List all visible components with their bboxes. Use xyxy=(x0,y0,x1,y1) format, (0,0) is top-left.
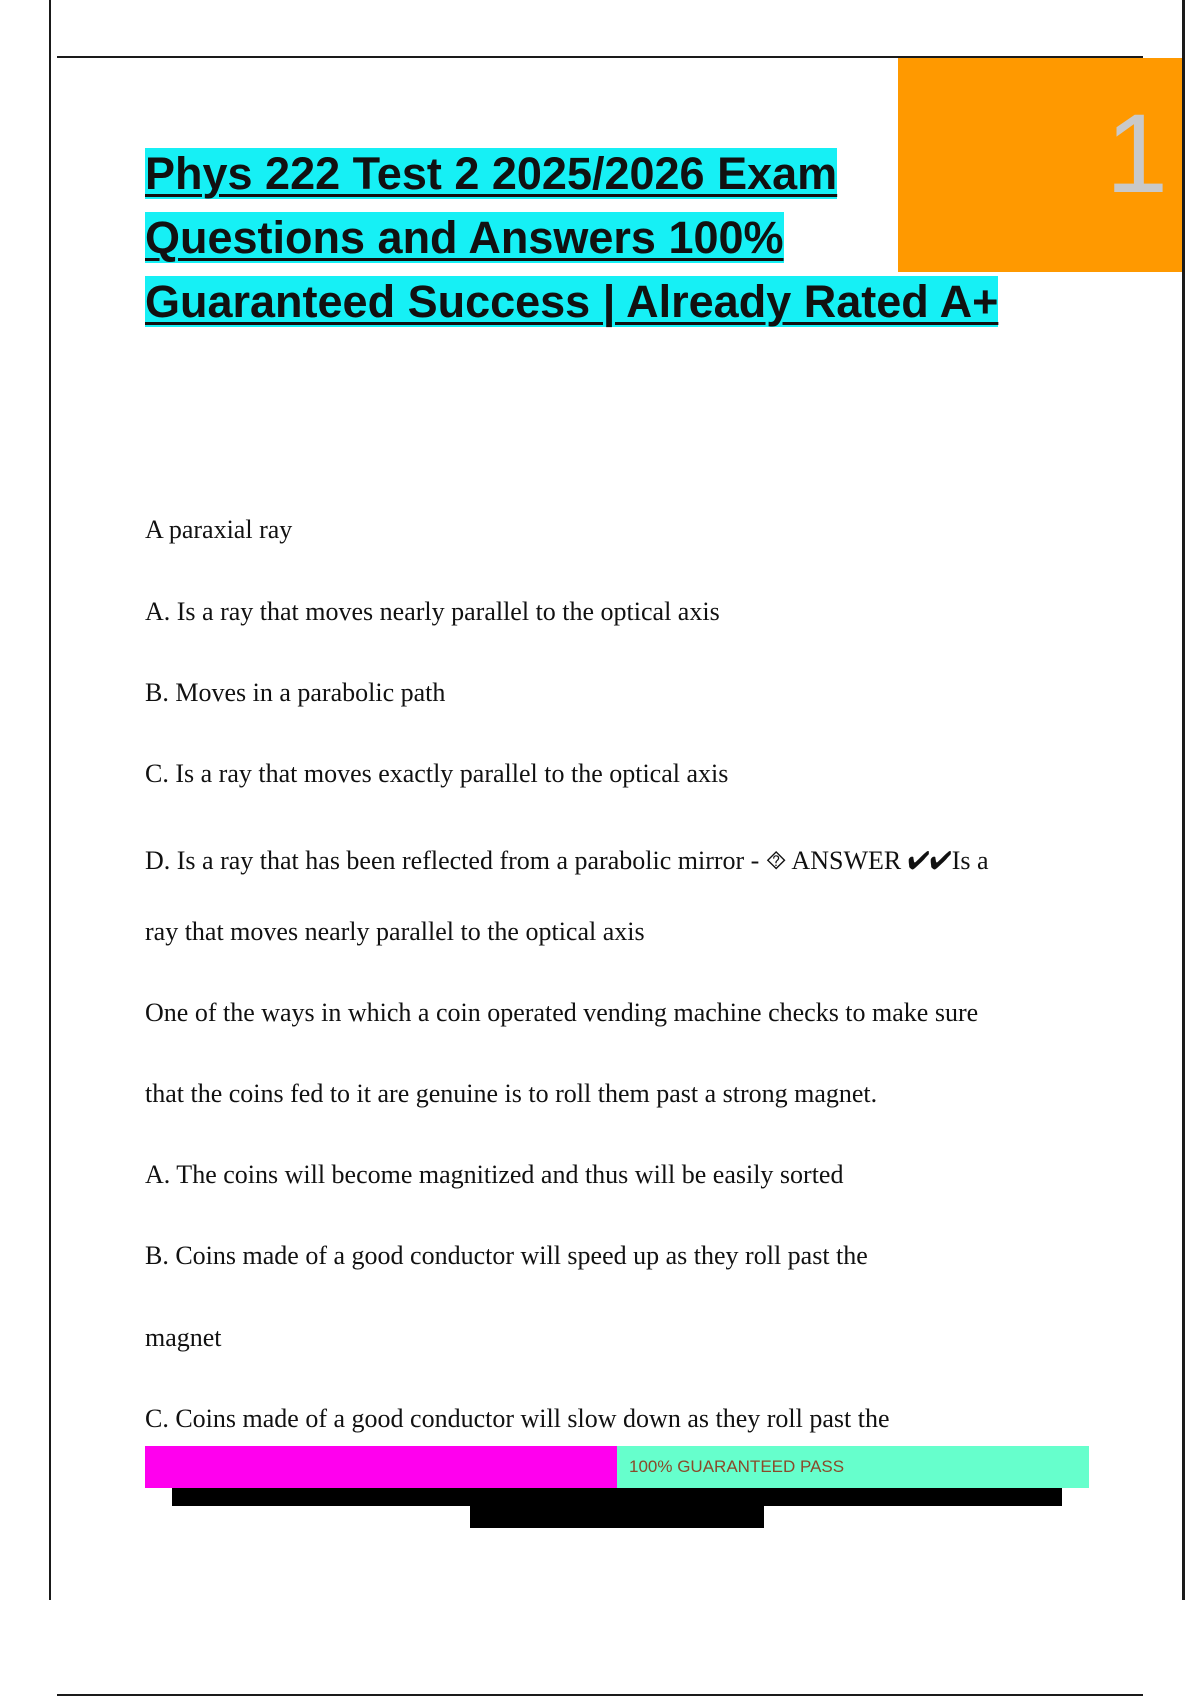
question-2-option-b-line-2: magnet xyxy=(145,1323,222,1352)
title-line-1: Phys 222 Test 2 2025/2026 Exam xyxy=(145,148,838,199)
question-1-answer: ray that moves nearly parallel to the optical axis xyxy=(145,917,645,946)
question-2-stem-line-1: One of the ways in which a coin operated vending machine checks to make sure xyxy=(145,998,979,1027)
question-1-stem: A paraxial ray xyxy=(145,515,293,544)
guaranteed-pass-label: 100% GUARANTEED PASS xyxy=(629,1457,845,1476)
page-number: 1 xyxy=(1105,91,1168,216)
question-2-stem-line-2: that the coins fed to it are genuine is to roll them past a strong magnet. xyxy=(145,1079,878,1108)
footer-banner-right xyxy=(617,1446,1089,1488)
page-border-right xyxy=(1182,0,1185,1600)
page-border-left xyxy=(49,0,51,1600)
title-line-3: Guaranteed Success | Already Rated A+ xyxy=(145,276,999,327)
footer-banner-left xyxy=(145,1446,617,1488)
redaction-bar-small xyxy=(470,1506,764,1528)
question-2-option-c-line-1: C. Coins made of a good conductor will slow down as they roll past the xyxy=(145,1404,890,1433)
question-1-option-d: D. Is a ray that has been reflected from a parabolic mirror - ⯑ ANSWER ✔✔Is a xyxy=(145,846,989,875)
question-1-option-a: A. Is a ray that moves nearly parallel to the optical axis xyxy=(145,597,720,626)
title-line-2: Questions and Answers 100% xyxy=(145,212,784,263)
question-1-option-c: C. Is a ray that moves exactly parallel to the optical axis xyxy=(145,759,729,788)
question-2-option-b-line-1: B. Coins made of a good conductor will speed up as they roll past the xyxy=(145,1241,868,1270)
footer-rule xyxy=(57,1694,1143,1696)
document-title xyxy=(145,142,1085,334)
question-1-option-b: B. Moves in a parabolic path xyxy=(145,678,446,707)
redaction-bar xyxy=(172,1488,1062,1506)
question-2-option-a: A. The coins will become magnitized and thus will be easily sorted xyxy=(145,1160,844,1189)
